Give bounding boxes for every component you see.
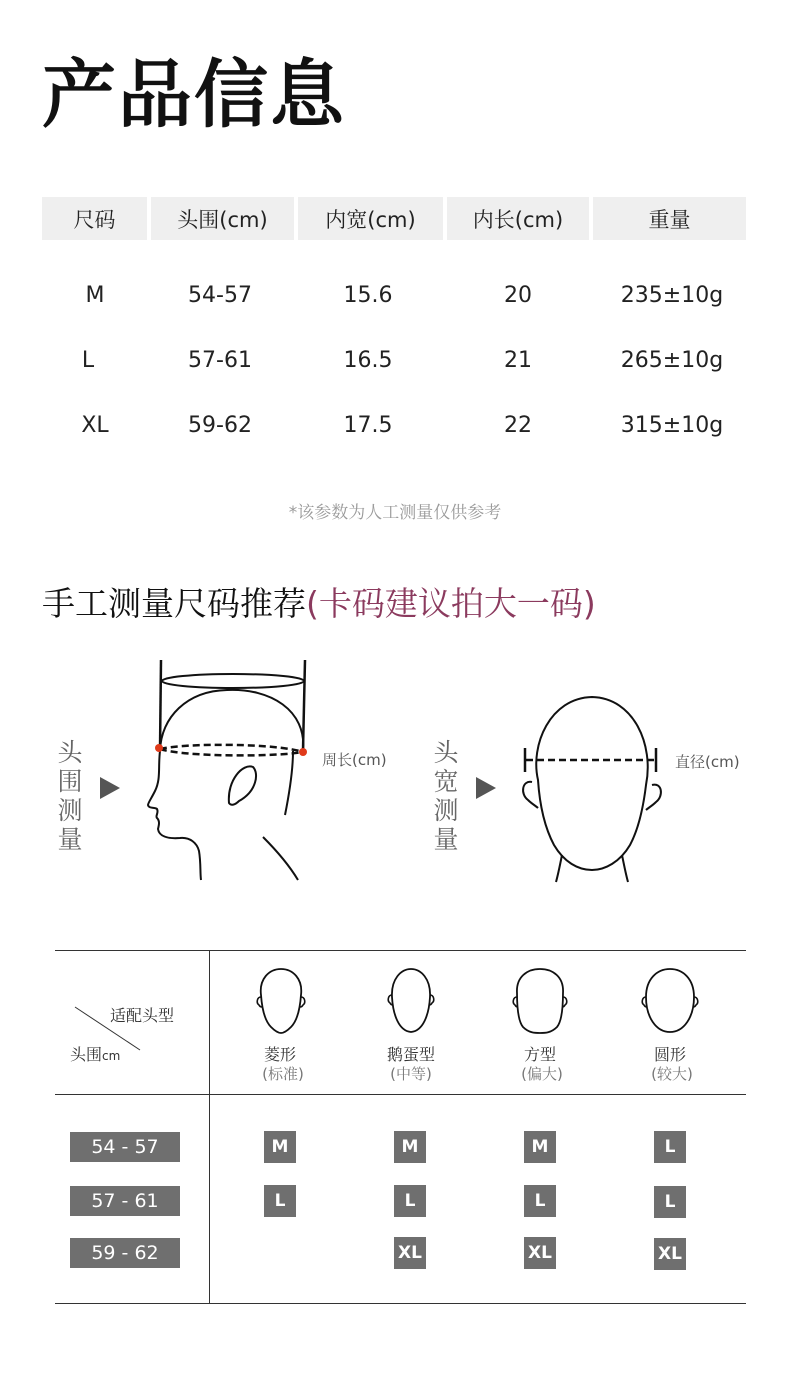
header-weight: 重量 xyxy=(593,197,746,240)
cell-inner-length: 21 xyxy=(504,348,532,373)
size-badge: L xyxy=(654,1131,686,1163)
corner-label-circ-text: 头围 xyxy=(70,1045,103,1064)
shape-sub: (较大) xyxy=(651,1065,693,1083)
circumference-caption: 周长(cm) xyxy=(322,751,387,769)
cell-weight: 315±10g xyxy=(620,413,724,438)
reference-note: *该参数为人工测量仅供参考 xyxy=(288,503,502,523)
label-char: 围 xyxy=(57,767,83,796)
shape-name: 圆形 xyxy=(653,1045,686,1064)
shape-sub: (中等) xyxy=(390,1065,432,1083)
cell-inner-length: 22 xyxy=(504,413,532,438)
header-head-circ: 头围(cm) xyxy=(151,197,294,240)
size-badge: M xyxy=(264,1131,296,1163)
cell-weight: 235±10g xyxy=(620,283,724,308)
label-char: 头 xyxy=(57,738,83,767)
size-badge: L xyxy=(654,1186,686,1218)
cell-inner-width: 15.6 xyxy=(343,283,393,308)
size-badge: L xyxy=(394,1185,426,1217)
shape-name: 鹅蛋型 xyxy=(386,1045,435,1064)
head-side-profile-icon xyxy=(135,655,325,885)
cell-head-circ: 54-57 xyxy=(188,283,252,308)
header-inner-width: 内宽(cm) xyxy=(298,197,443,240)
diameter-caption: 直径(cm) xyxy=(675,753,740,771)
head-circ-vertical-label xyxy=(55,738,85,854)
cell-inner-width: 16.5 xyxy=(343,348,393,373)
corner-label-unit: cm xyxy=(102,1049,121,1063)
label-char: 量 xyxy=(57,825,83,854)
square-face-icon xyxy=(509,965,571,1037)
section-title-accent: (卡码建议拍大一码) xyxy=(306,584,596,623)
corner-label-circ xyxy=(70,1042,120,1065)
oval-face-icon xyxy=(383,965,439,1037)
label-char: 头 xyxy=(433,738,459,767)
label-char: 测 xyxy=(57,796,83,825)
range-label: 59 - 62 xyxy=(70,1238,180,1268)
cell-inner-width: 17.5 xyxy=(343,413,393,438)
section-title xyxy=(42,578,596,625)
size-badge: XL xyxy=(394,1237,426,1269)
label-char: 量 xyxy=(433,825,459,854)
shape-name: 方型 xyxy=(523,1045,556,1064)
section-title-main: 手工测量尺码推荐 xyxy=(42,584,306,623)
cell-size: M xyxy=(85,283,105,308)
size-badge: M xyxy=(394,1131,426,1163)
page-title: 产品信息 xyxy=(42,52,346,138)
range-label: 57 - 61 xyxy=(70,1186,180,1216)
size-badge: XL xyxy=(654,1238,686,1270)
header-inner-length: 内长(cm) xyxy=(447,197,589,240)
cell-head-circ: 59-62 xyxy=(188,413,252,438)
divider xyxy=(55,950,746,951)
cell-head-circ: 57-61 xyxy=(188,348,252,373)
head-width-vertical-label xyxy=(431,738,461,854)
size-badge: L xyxy=(264,1185,296,1217)
label-char: 宽 xyxy=(433,767,459,796)
cell-size: L xyxy=(81,348,95,373)
range-label: 54 - 57 xyxy=(70,1132,180,1162)
head-front-icon xyxy=(510,690,670,885)
play-arrow-icon xyxy=(476,777,496,799)
cell-weight: 265±10g xyxy=(620,348,724,373)
cell-inner-length: 20 xyxy=(504,283,532,308)
size-badge: M xyxy=(524,1131,556,1163)
shape-name: 菱形 xyxy=(263,1045,296,1064)
size-badge: L xyxy=(524,1185,556,1217)
divider xyxy=(55,1303,746,1304)
divider xyxy=(209,950,210,1303)
shape-sub: (偏大) xyxy=(521,1065,563,1083)
header-size: 尺码 xyxy=(42,197,147,240)
round-face-icon xyxy=(638,965,702,1037)
label-char: 测 xyxy=(433,796,459,825)
shape-sub: (标准) xyxy=(262,1065,304,1083)
corner-label-shape: 适配头型 xyxy=(110,1006,175,1025)
play-arrow-icon xyxy=(100,777,120,799)
size-badge: XL xyxy=(524,1237,556,1269)
cell-size: XL xyxy=(81,413,109,438)
diamond-face-icon xyxy=(253,965,309,1037)
divider xyxy=(55,1094,746,1095)
